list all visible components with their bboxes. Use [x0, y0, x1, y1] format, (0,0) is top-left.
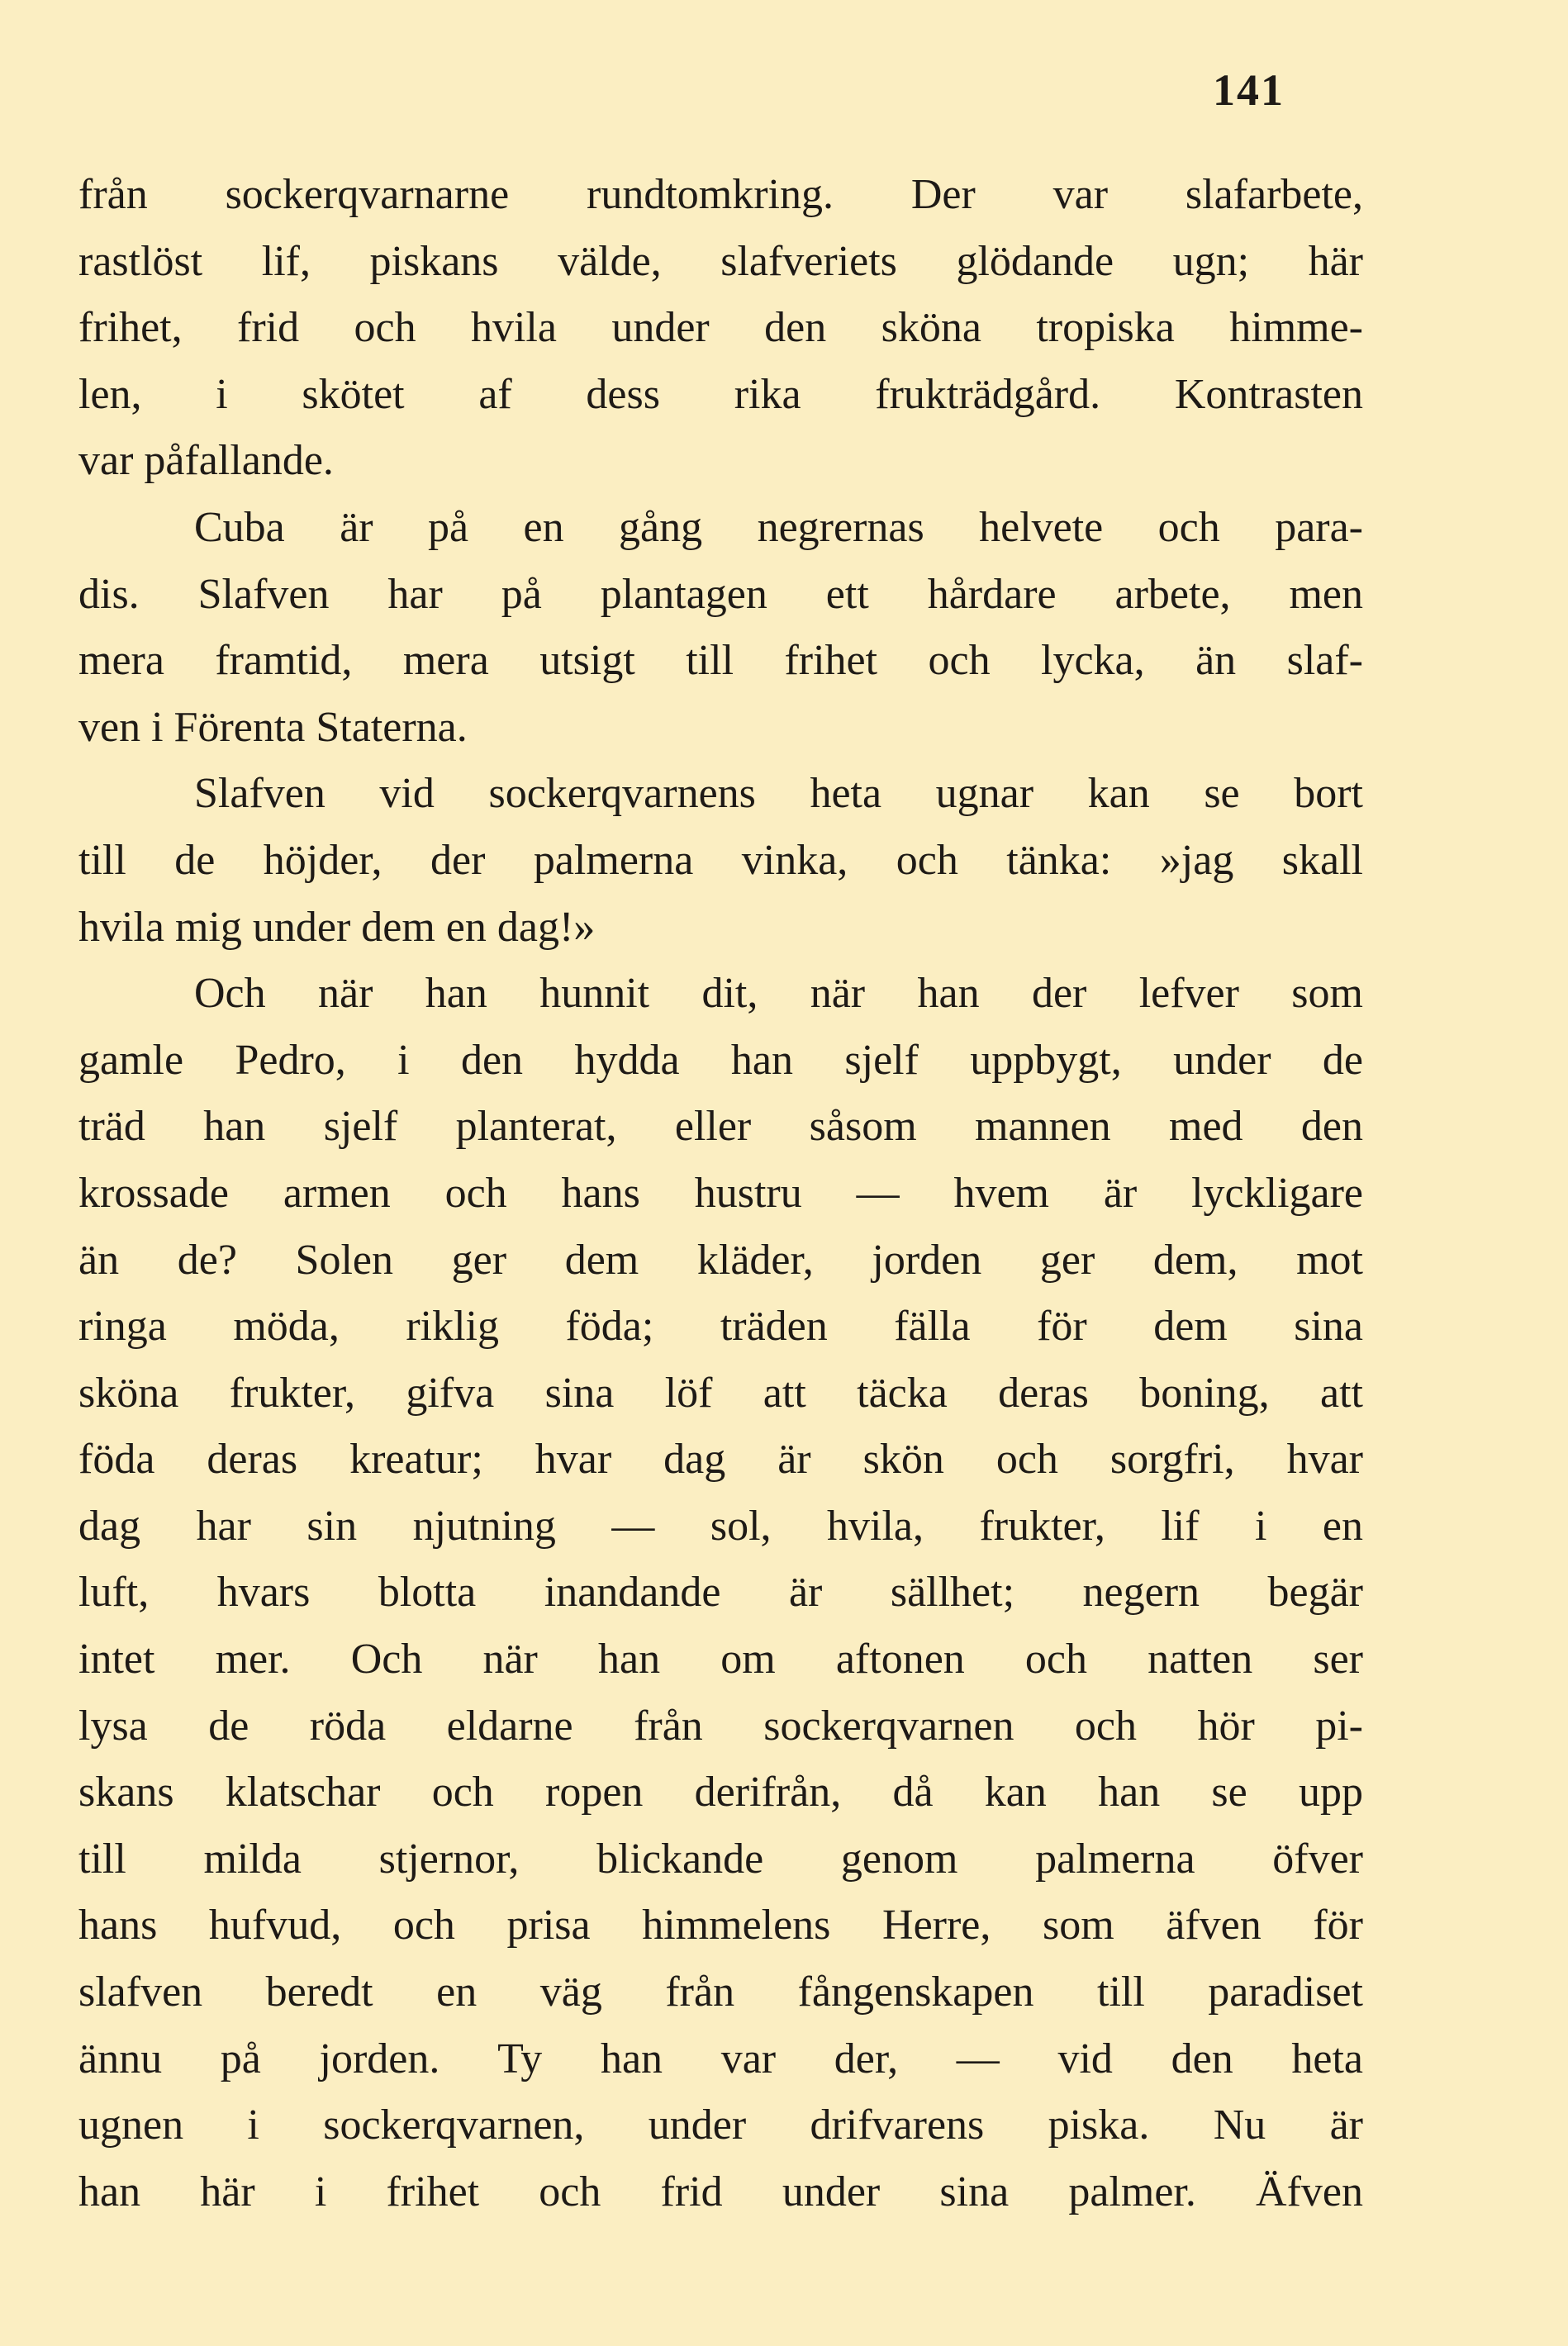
text-line: skans klatschar och ropen derifrån, då kan han se upp [78, 1769, 1363, 1816]
text-line: Cuba är på en gång negrernas helvete och para- [194, 503, 1363, 551]
text-line: krossade armen och hans hustru — hvem är lyckligare [78, 1169, 1363, 1217]
text-line: föda deras kreatur; hvar dag är skön och sorgfri, hvar [78, 1436, 1363, 1484]
text-line: dis. Slafven har på plantagen ett hårdare arbete, men [78, 570, 1363, 618]
text-line: ven i Förenta Staterna. [78, 703, 468, 751]
text-line: intet mer. Och när han om aftonen och natten ser [78, 1636, 1363, 1684]
text-line: len, i skötet af dess rika frukträdgård. Kontrasten [78, 370, 1363, 418]
text-line: var påfallande. [78, 437, 334, 485]
text-line: frihet, frid och hvila under den sköna tropiska himme- [78, 304, 1363, 352]
text-line: luft, hvars blotta inandande är sällhet; negern begär [78, 1569, 1363, 1617]
text-line: hvila mig under dem en dag!» [78, 903, 596, 951]
text-line: ringa möda, riklig föda; träden fälla för dem sina [78, 1303, 1363, 1351]
text-line: Slafven vid sockerqvarnens heta ugnar kan se bort [194, 770, 1363, 818]
text-line: träd han sjelf planterat, eller såsom mannen med den [78, 1103, 1363, 1151]
text-line: ugnen i sockerqvarnen, under drifvarens piska. Nu är [78, 2101, 1363, 2149]
text-line: till milda stjernor, blickande genom palmerna öfver [78, 1835, 1363, 1883]
text-line: dag har sin njutning — sol, hvila, frukter, lif i en [78, 1502, 1363, 1550]
text-line: lysa de röda eldarne från sockerqvarnen och hör pi- [78, 1702, 1363, 1750]
text-line: sköna frukter, gifva sina löf att täcka deras boning, att [78, 1369, 1363, 1417]
text-line: Och när han hunnit dit, när han der lefver som [194, 970, 1363, 1018]
text-line: ännu på jorden. Ty han var der, — vid den heta [78, 2035, 1363, 2082]
text-line: från sockerqvarnarne rundtomkring. Der var slafarbete, [78, 171, 1363, 218]
text-line: rastlöst lif, piskans välde, slafveriets glödande ugn; här [78, 237, 1363, 285]
page-number: 141 [1213, 65, 1285, 115]
text-line: han här i frihet och frid under sina palmer. Äfven [78, 2168, 1363, 2215]
text-line: hans hufvud, och prisa himmelens Herre, som äfven för [78, 1902, 1363, 1949]
text-line: till de höjder, der palmerna vinka, och tänka: »jag skall [78, 836, 1363, 884]
text-line: än de? Solen ger dem kläder, jorden ger dem, mot [78, 1236, 1363, 1284]
text-line: mera framtid, mera utsigt till frihet och lycka, än slaf- [78, 637, 1363, 685]
body-text [78, 162, 1363, 2225]
text-line: slafven beredt en väg från fångenskapen till paradiset [78, 1968, 1363, 2016]
text-line: gamle Pedro, i den hydda han sjelf uppbygt, under de [78, 1036, 1363, 1084]
